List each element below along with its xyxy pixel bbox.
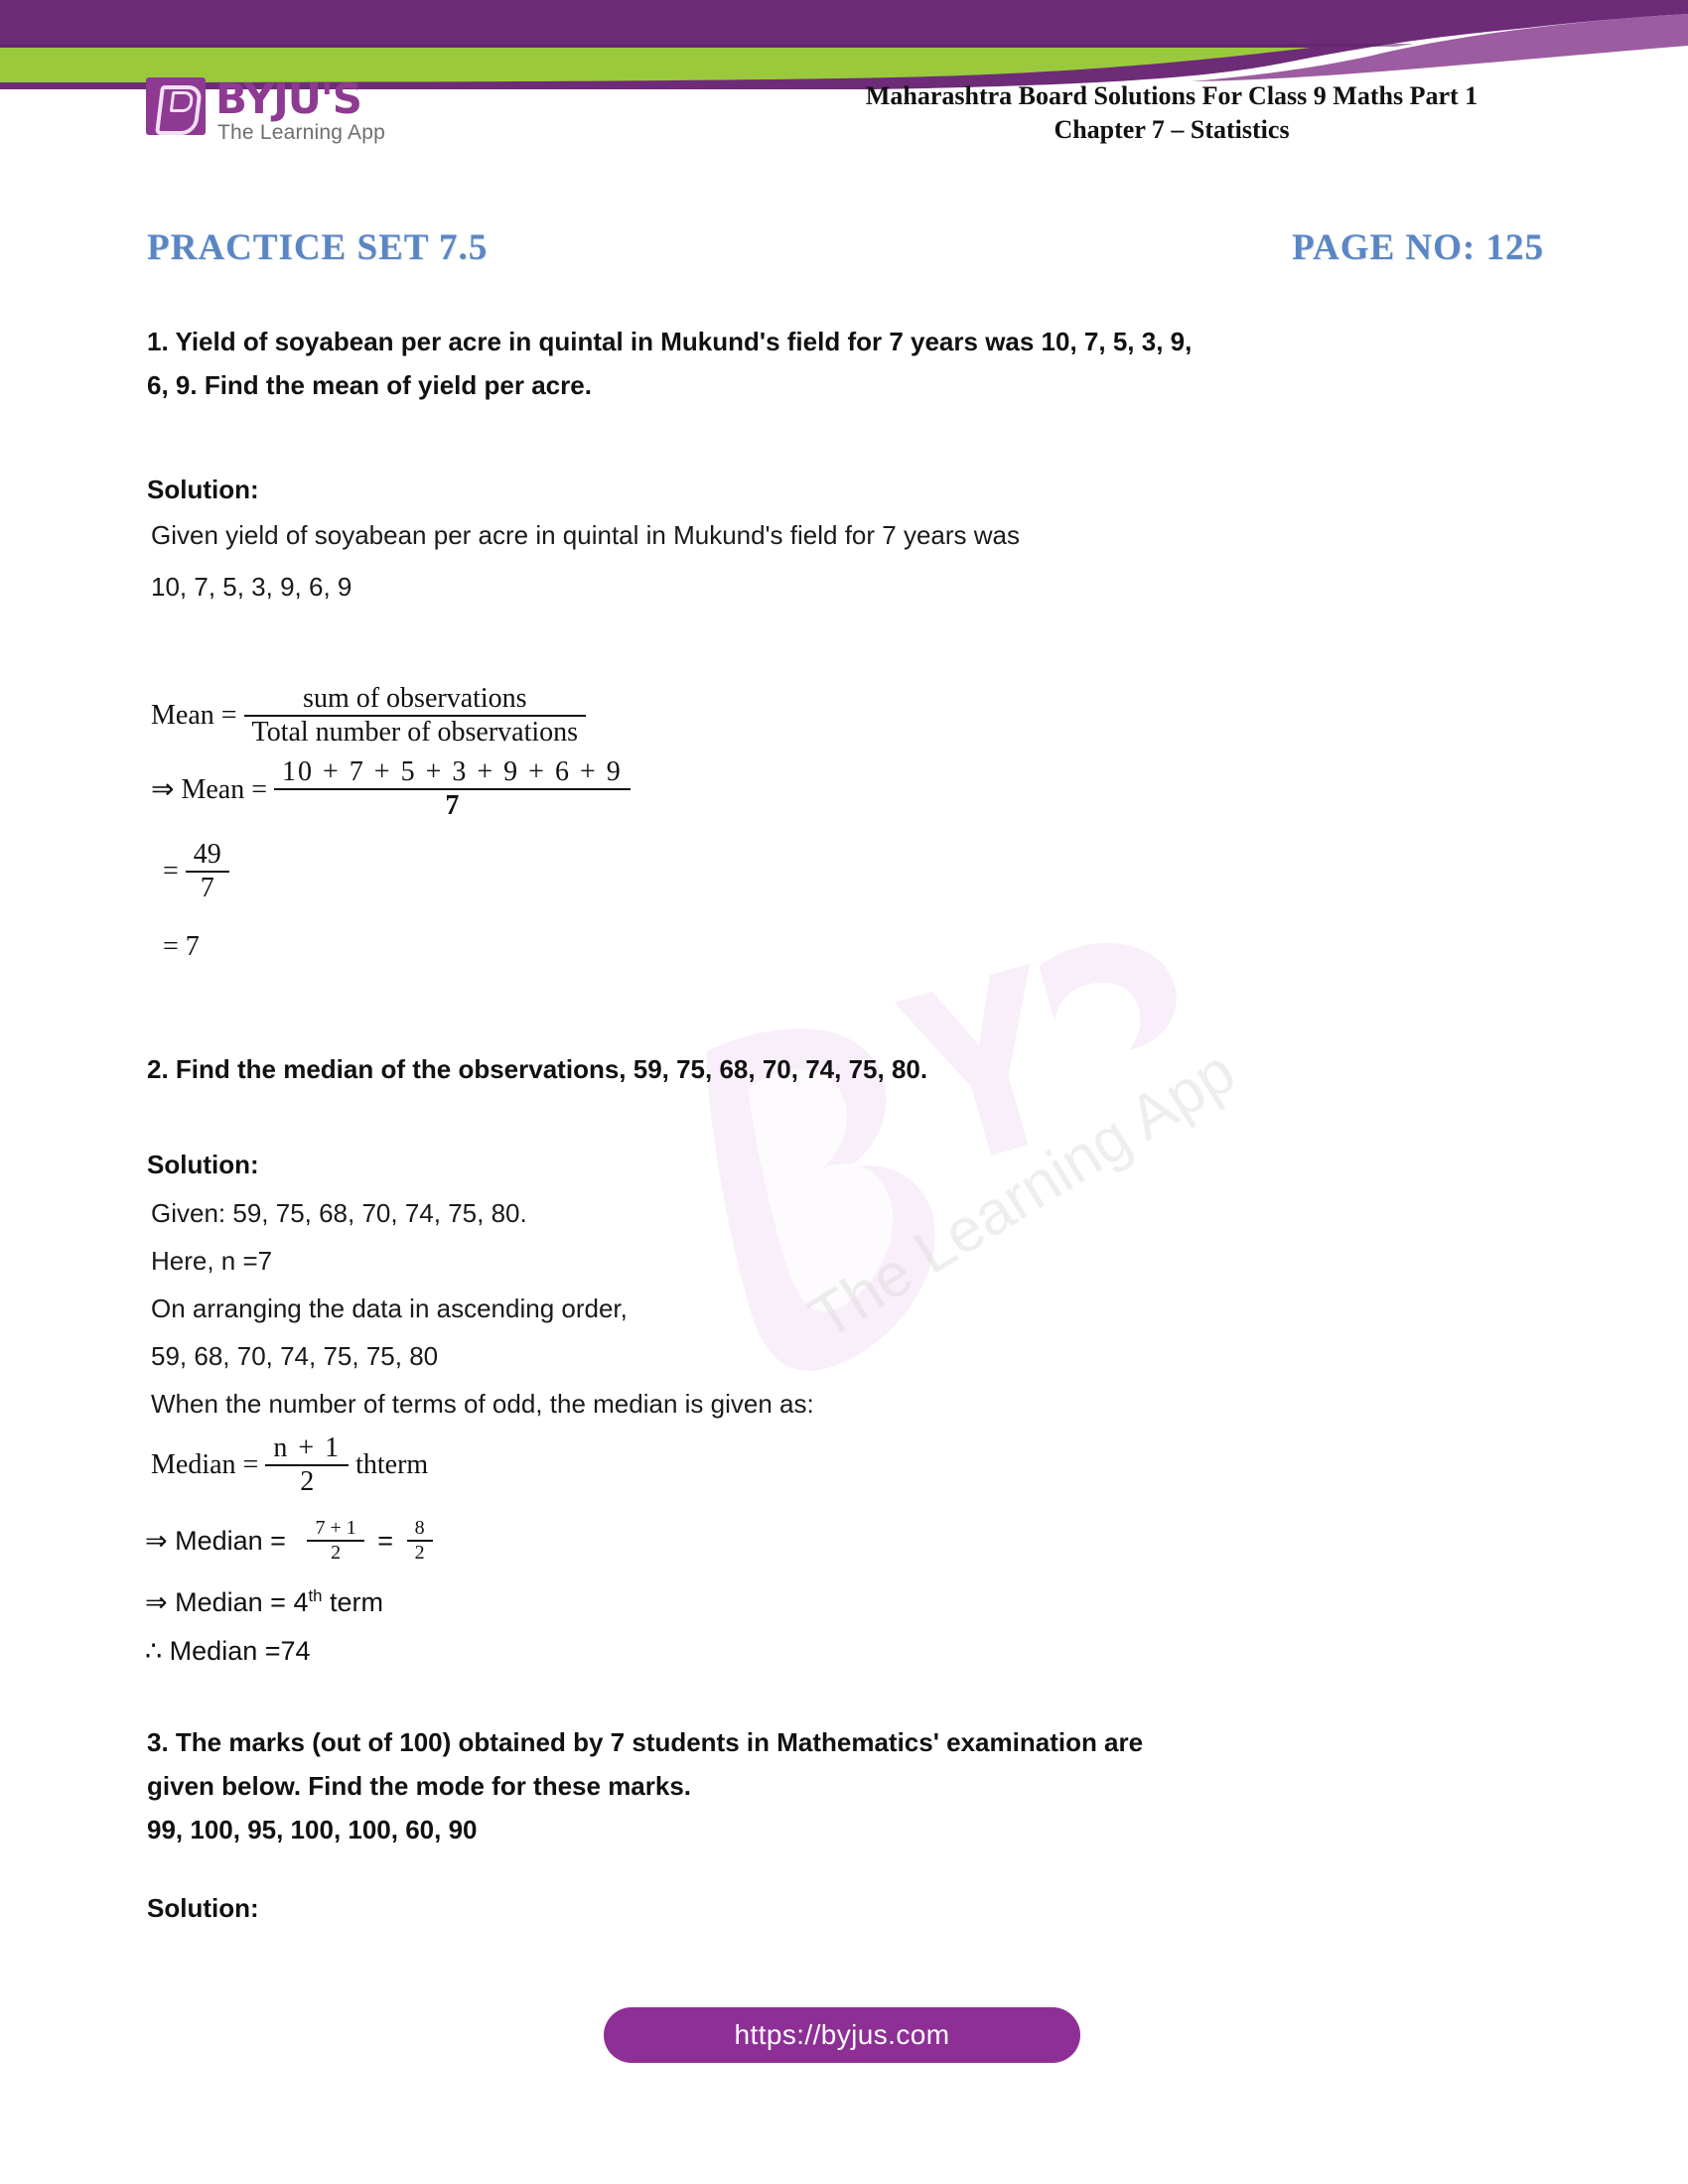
mean-numerator: sum of observations xyxy=(303,683,527,714)
logo-wordmark: BYJU'S xyxy=(215,74,361,123)
median-term-ordinal: th xyxy=(308,1586,323,1605)
median-calc-numerator: 7 + 1 xyxy=(315,1517,356,1539)
median-label: Median = xyxy=(151,1449,259,1481)
median-denominator: 2 xyxy=(265,1464,349,1498)
question-2-line-1: 2. Find the median of the observations, 59, 75, 68, 70, 74, 75, 80. xyxy=(147,1054,928,1084)
solution-label-1: Solution: xyxy=(147,475,259,504)
page-number-label: PAGE NO: 125 xyxy=(1292,227,1544,268)
q1-solution-line-2: 10, 7, 5, 3, 9, 6, 9 xyxy=(151,572,352,602)
q1-solution-line-1: Given yield of soyabean per acre in quintal in Mukund's field for 7 years was xyxy=(151,520,1020,550)
byjus-watermark xyxy=(635,923,1251,1390)
median-calc-result-fraction xyxy=(407,1517,433,1565)
q2-final-answer: ∴ Median =74 xyxy=(145,1636,311,1666)
median-term-suffix: thterm xyxy=(355,1449,429,1481)
sum-fraction xyxy=(274,756,631,822)
q2-median-substituted xyxy=(145,1517,433,1565)
question-3-text xyxy=(147,1720,1557,1851)
q2-solution-line-1: Given: 59, 75, 68, 70, 74, 75, 80. xyxy=(151,1198,527,1228)
question-1-text xyxy=(147,320,1557,407)
watermark-tagline: The Learning App xyxy=(798,1036,1247,1353)
q2-solution-line-5: When the number of terms of odd, the median is given as: xyxy=(151,1389,814,1419)
solution-label-3: Solution: xyxy=(147,1893,259,1923)
question-1-line-2: 6, 9. Find the mean of yield per acre. xyxy=(147,370,592,400)
q2-median-term-line xyxy=(145,1586,383,1618)
mean-denominator: Total number of observations xyxy=(244,715,587,749)
solution-label-2: Solution: xyxy=(147,1150,259,1179)
mean-label: Mean = xyxy=(151,700,237,732)
implies-median-label: ⇒ Median = xyxy=(145,1525,286,1556)
q1-final-answer: = 7 xyxy=(163,931,200,962)
median-numerator: n + 1 xyxy=(273,1433,342,1463)
q2-solution-line-2: Here, n =7 xyxy=(151,1246,273,1276)
question-2-text xyxy=(147,1047,1557,1091)
median-fraction xyxy=(265,1433,349,1498)
header-line-2: Chapter 7 – Statistics xyxy=(1054,115,1290,144)
byjus-url-button[interactable] xyxy=(604,2007,1080,2063)
result-denominator: 7 xyxy=(186,871,229,904)
result-fraction xyxy=(186,839,229,904)
mean-fraction xyxy=(244,683,587,749)
question-3-line-1: 3. The marks (out of 100) obtained by 7 students in Mathematics' examination are xyxy=(147,1727,1144,1757)
byjus-logo xyxy=(146,74,444,152)
q2-solution-line-4: 59, 68, 70, 74, 75, 75, 80 xyxy=(151,1341,439,1371)
question-1-line-1: 1. Yield of soyabean per acre in quintal in Mukund's field for 7 years was 10, 7, 5, 3, 9, xyxy=(147,327,1193,356)
q1-result-fraction xyxy=(163,839,229,904)
logo-tagline: The Learning App xyxy=(217,121,385,144)
question-3-line-3: 99, 100, 95, 100, 100, 60, 90 xyxy=(147,1815,478,1844)
sum-numerator: 10 + 7 + 5 + 3 + 9 + 6 + 9 xyxy=(282,756,623,787)
median-calc-result-denominator: 2 xyxy=(407,1540,433,1565)
median-term-word: term xyxy=(322,1587,383,1617)
document-header xyxy=(755,79,1589,147)
equals-sign-1: = xyxy=(163,856,179,887)
q2-median-formula xyxy=(151,1433,428,1498)
median-calc-denominator: 2 xyxy=(307,1540,363,1565)
implies-mean-label: ⇒ Mean = xyxy=(151,774,268,806)
q2-solution-line-3: On arranging the data in ascending order, xyxy=(151,1294,628,1323)
question-3-line-2: given below. Find the mode for these marks. xyxy=(147,1771,692,1801)
sum-denominator: 7 xyxy=(274,788,631,822)
byjus-url-label: https://byjus.com xyxy=(734,2019,950,2050)
q1-mean-substituted xyxy=(151,756,631,822)
median-calc-result-numerator: 8 xyxy=(414,1517,425,1539)
header-line-1: Maharashtra Board Solutions For Class 9 Maths Part 1 xyxy=(865,81,1478,110)
median-calc-fraction xyxy=(307,1517,363,1565)
median-calc-equals: = xyxy=(377,1525,394,1556)
byjus-b-mark-icon xyxy=(146,77,206,135)
result-numerator: 49 xyxy=(193,839,221,870)
median-term-prefix: ⇒ Median = 4 xyxy=(145,1587,309,1617)
q1-mean-formula xyxy=(151,683,586,749)
practice-set-title: PRACTICE SET 7.5 xyxy=(147,227,489,268)
